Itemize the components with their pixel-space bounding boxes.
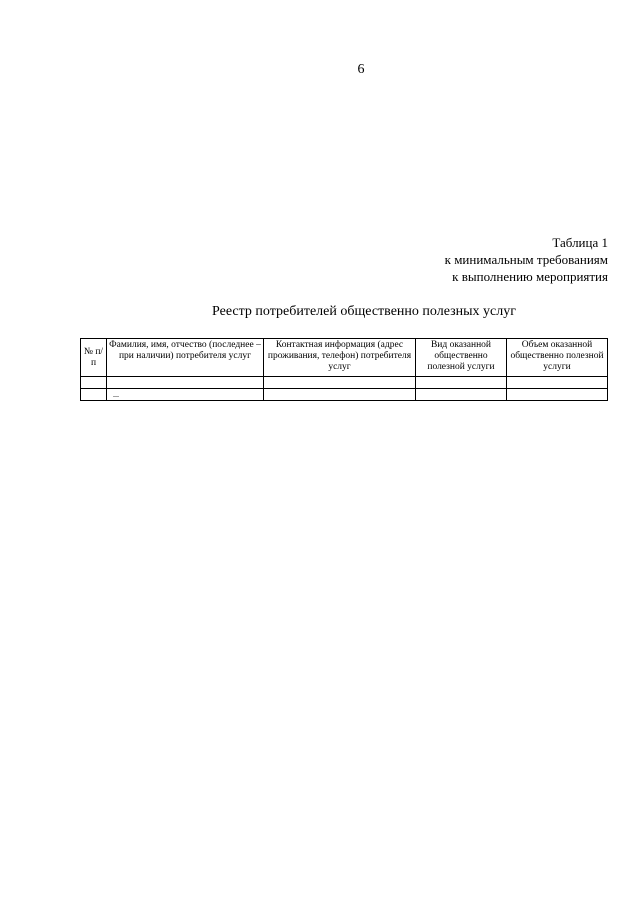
table-cell <box>81 377 107 389</box>
appendix-line-event: к выполнению мероприятия <box>452 269 608 284</box>
appendix-line-requirements: к минимальным требованиям <box>444 252 608 267</box>
header-contact-info: Контактная информация (адрес проживания, телефон) потребителя услуг <box>264 339 416 377</box>
appendix-reference <box>445 234 608 285</box>
table-cell <box>107 377 264 389</box>
table-row <box>81 389 608 401</box>
consumer-register-table <box>80 338 608 401</box>
table-cell <box>507 377 608 389</box>
table-cell <box>416 377 507 389</box>
table-row <box>81 377 608 389</box>
page-number: 6 <box>357 62 365 77</box>
table-cell <box>507 389 608 401</box>
appendix-line-table: Таблица 1 <box>552 235 608 250</box>
table-header-row <box>81 339 608 377</box>
table-cell-ellipsis: ... <box>107 389 264 401</box>
header-service-volume: Объем оказанной общественно полезной услуги <box>507 339 608 377</box>
table-cell <box>416 389 507 401</box>
header-number: № п/п <box>81 339 107 377</box>
table-cell <box>264 377 416 389</box>
document-title: Реестр потребителей общественно полезных услуг <box>212 304 516 319</box>
table-cell <box>81 389 107 401</box>
table-cell <box>264 389 416 401</box>
header-full-name: Фамилия, имя, отчество (последнее – при наличии) потребителя услуг <box>107 339 264 377</box>
header-service-type: Вид оказанной общественно полезной услуги <box>416 339 507 377</box>
